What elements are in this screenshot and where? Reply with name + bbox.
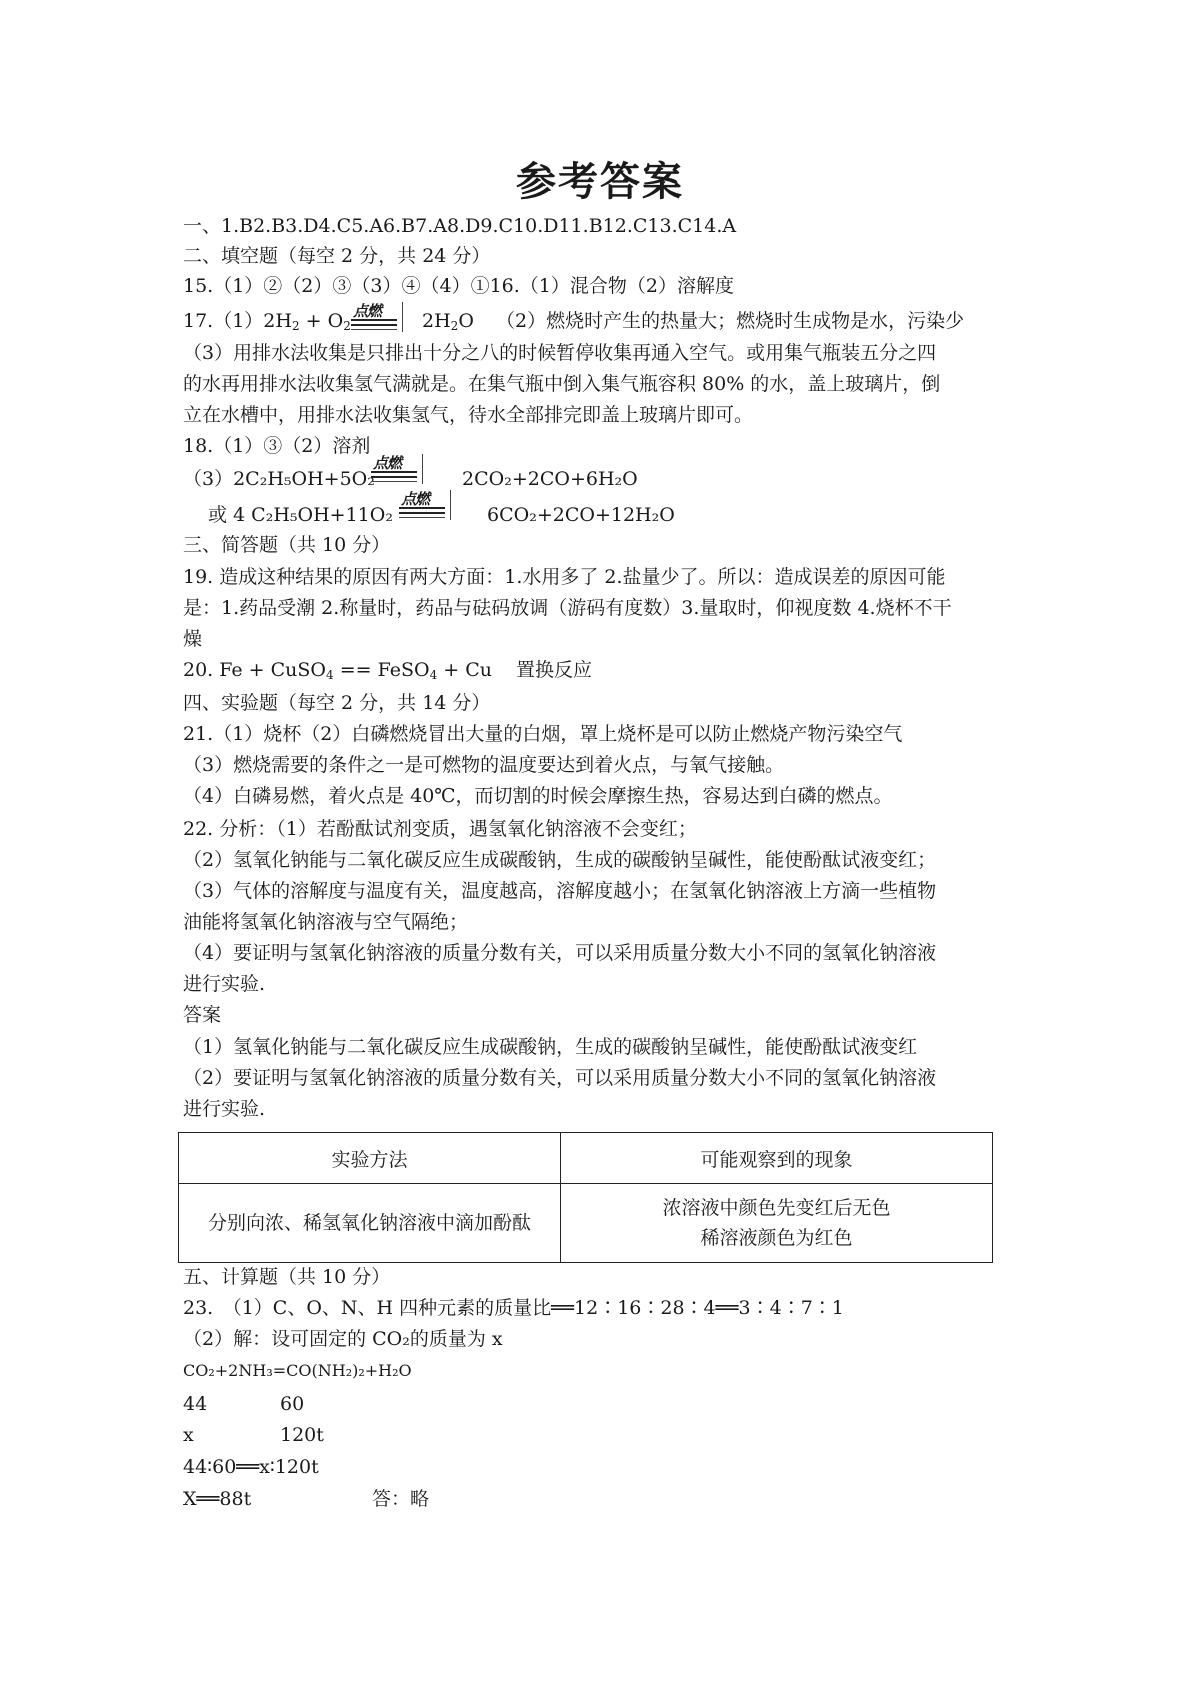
section2-header: 二、填空题（每空 2 分，共 24 分） xyxy=(183,245,491,267)
condition-label: 点燃 xyxy=(401,490,430,508)
section3-header: 三、简答题（共 10 分） xyxy=(183,534,391,556)
q22-line5: （4）要证明与氢氧化钠溶液的质量分数有关，可以采用质量分数大小不同的氢氧化钠溶液 xyxy=(183,942,937,964)
condition-label: 点燃 xyxy=(353,302,382,320)
q17-product-tail: O xyxy=(458,310,474,332)
section4-header: 四、实验题（每空 2 分，共 14 分） xyxy=(183,692,491,714)
q21-line1: 21.（1）烧杯（2）白磷燃烧冒出大量的白烟，罩上烧杯是可以防止燃烧产物污染空气 xyxy=(183,723,903,745)
ignite-condition-q18b xyxy=(393,488,455,522)
q15-16-answers: 15.（1）②（2）③（3）④（4）①16.（1）混合物（2）溶解度 xyxy=(183,275,734,297)
q22-line6: 进行实验. xyxy=(183,973,266,995)
q18-line1: 18.（1）③（2）溶剂 xyxy=(183,435,371,457)
q17-product: $2H_2O$ xyxy=(422,310,474,333)
ignite-condition-q18a xyxy=(365,452,427,486)
q21-line3: （4）白磷易燃，着火点是 40℃，而切割的时候会摩擦生热，容易达到白磷的燃点。 xyxy=(183,785,893,807)
q18-eq1-left: （3）2C₂H₅OH+5O₂ xyxy=(183,468,375,490)
q23-final-answer: 答：略 xyxy=(372,1488,430,1510)
q18-eq2-left: 或 4 C₂H₅OH+11O₂ xyxy=(208,504,393,526)
q23-line2: （2）解：设可固定的 CO₂的质量为 x xyxy=(183,1328,503,1350)
table-header-observation: 可能观察到的现象 xyxy=(561,1133,993,1184)
q17-line3: 的水再用排水法收集氢气满就是。在集气瓶中倒入集气瓶容积 80% 的水，盖上玻璃片，倒 xyxy=(183,373,941,395)
table-cell-observation xyxy=(561,1184,993,1263)
q23-row2-b: 120t xyxy=(280,1424,324,1446)
q17-prefix: 17.（1）2H xyxy=(183,310,292,332)
q20-line: 20. Fe + CuSO$_4$ == FeSO$_4$ + Cu 置换反应 xyxy=(183,659,593,682)
section5-header: 五、计算题（共 10 分） xyxy=(183,1266,391,1288)
q22-ans2: （2）要证明与氢氧化钠溶液的质量分数有关，可以采用质量分数大小不同的氢氧化钠溶液 xyxy=(183,1067,937,1089)
q23-row1-b: 60 xyxy=(280,1393,305,1415)
condition-label: 点燃 xyxy=(373,454,402,472)
q22-answer-label: 答案 xyxy=(183,1004,222,1026)
ignite-condition-q17 xyxy=(345,300,407,334)
q18-eq1-right: 2CO₂+2CO+6H₂O xyxy=(462,468,638,490)
q20-eq-c: + Cu xyxy=(437,659,492,681)
q22-line3: （3）气体的溶解度与温度有关，温度越高，溶解度越小；在氢氧化钠溶液上方滴一些植物 xyxy=(183,880,937,902)
section1-answers: 一、1.B2.B3.D4.C5.A6.B7.A8.D9.C10.D11.B12.C13.C14.A xyxy=(183,215,737,237)
q17-line4: 立在水槽中，用排水法收集氢气，待水全部排完即盖上玻璃片即可。 xyxy=(183,404,754,426)
q22-line2: （2）氢氧化钠能与二氧化碳反应生成碳酸钠，生成的碳酸钠呈碱性，能使酚酞试液变红； xyxy=(183,849,937,871)
q19-line3: 燥 xyxy=(183,628,203,650)
observation-line1: 浓溶液中颜色先变红后无色 xyxy=(662,1197,891,1219)
q18-eq2-right: 6CO₂+2CO+12H₂O xyxy=(487,504,675,526)
table-row xyxy=(179,1184,993,1263)
table-header-method: 实验方法 xyxy=(179,1133,561,1184)
page-title: 参考答案 xyxy=(516,159,684,205)
q20-eq-b: == FeSO xyxy=(333,659,430,681)
q23-result: X══88t xyxy=(183,1488,252,1510)
q22-line4: 油能将氢氧化钠溶液与空气隔绝； xyxy=(183,911,469,933)
q23-row1-a: 44 xyxy=(183,1393,208,1415)
q17-product-head: 2H xyxy=(422,310,451,332)
q17-rest: （2）燃烧时产生的热量大；燃烧时生成物是水，污染少 xyxy=(496,310,965,332)
q20-reaction-type: 置换反应 xyxy=(516,659,593,681)
q22-ans1: （1）氢氧化钠能与二氧化碳反应生成碳酸钠，生成的碳酸钠呈碱性，能使酚酞试液变红 xyxy=(183,1036,918,1058)
q17-o2: + O xyxy=(305,310,344,332)
observation-line2: 稀溶液颜色为红色 xyxy=(700,1227,853,1249)
table-header-row xyxy=(179,1133,993,1184)
q23-line1: 23. （1）C、O、N、H 四种元素的质量比══12∶16∶28∶4══3∶4∶7∶1 xyxy=(183,1297,844,1319)
q20-eq-a: 20. Fe + CuSO xyxy=(183,659,327,681)
q23-equation: CO₂+2NH₃=CO(NH₂)₂+H₂O xyxy=(183,1361,412,1380)
experiment-table xyxy=(178,1132,993,1263)
q19-line2: 是：1.药品受潮 2.称量时，药品与砝码放调（游码有度数）3.量取时，仰视度数 4.烧杯不干 xyxy=(183,597,952,619)
q22-ans3: 进行实验. xyxy=(183,1098,266,1120)
q22-line1: 22. 分析：（1）若酚酞试剂变质，遇氢氧化钠溶液不会变红； xyxy=(183,818,697,840)
q21-line2: （3）燃烧需要的条件之一是可燃物的温度要达到着火点，与氧气接触。 xyxy=(183,754,785,776)
q23-row2-a: x xyxy=(183,1424,194,1446)
q17-line1: $17.(1)2H_2 + O_2$ xyxy=(183,310,351,333)
q17-line2: （3）用排水法收集是只排出十分之八的时候暂停收集再通入空气。或用集气瓶装五分之四 xyxy=(183,342,937,364)
table-cell-method: 分别向浓、稀氢氧化钠溶液中滴加酚酞 xyxy=(179,1184,561,1263)
q23-proportion: 44∶60══x∶120t xyxy=(183,1456,319,1478)
q19-line1: 19. 造成这种结果的原因有两大方面：1.水用多了 2.盐量少了。所以：造成误差的原因可能 xyxy=(183,566,946,588)
